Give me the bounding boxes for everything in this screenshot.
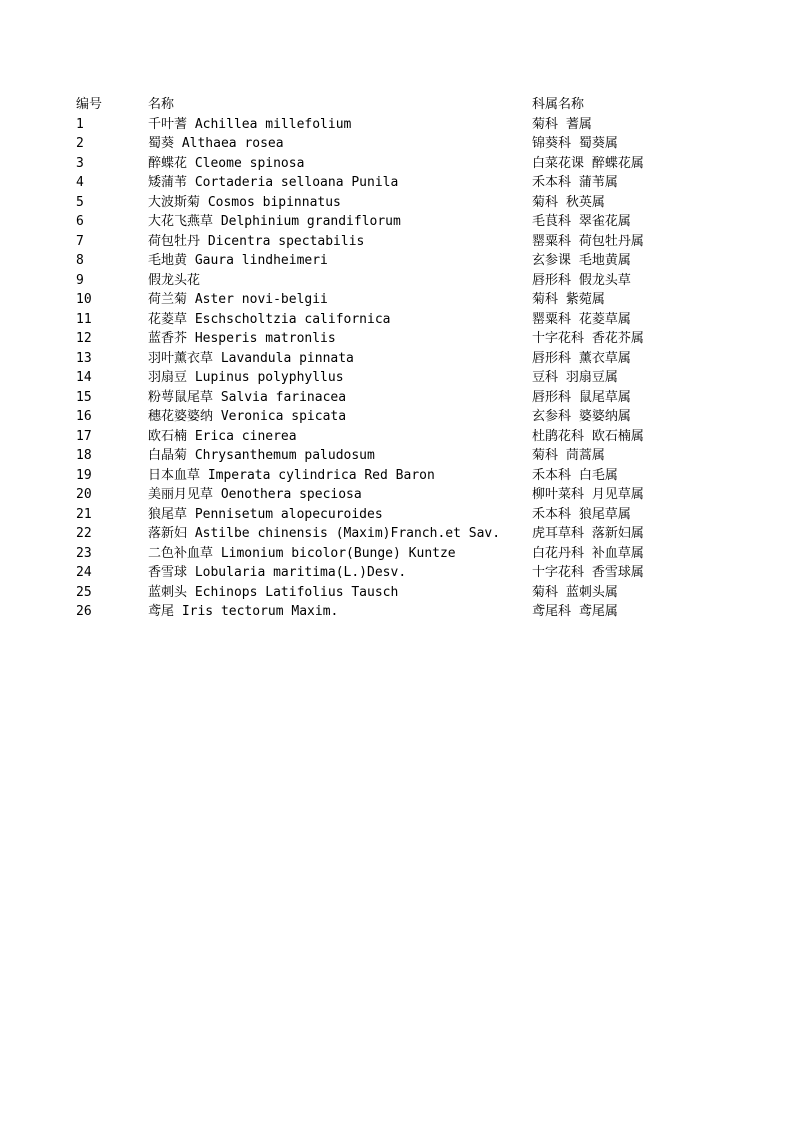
plant-name: 醉蝶花 Cleome spinosa bbox=[148, 155, 305, 171]
table-row bbox=[76, 388, 716, 408]
plant-name: 蜀葵 Althaea rosea bbox=[148, 136, 284, 151]
plant-name: 花菱草 Eschscholtzia californica bbox=[148, 311, 391, 327]
plant-name: 粉萼鼠尾草 Salvia farinacea bbox=[148, 389, 347, 405]
plant-name: 假龙头花 bbox=[148, 272, 201, 288]
table-row bbox=[76, 505, 716, 525]
table-row bbox=[76, 193, 716, 213]
plant-name: 大花飞燕草 Delphinium grandiflorum bbox=[148, 214, 401, 229]
row-number: 16 bbox=[76, 409, 92, 424]
row-number: 11 bbox=[76, 311, 92, 327]
plant-name: 千叶蓍 Achillea millefolium bbox=[148, 116, 352, 132]
plant-family: 禾本科 狼尾草属 bbox=[532, 506, 631, 522]
table-row bbox=[76, 310, 716, 330]
plant-family: 菊科 紫菀属 bbox=[532, 292, 605, 307]
table-row bbox=[76, 427, 716, 447]
plant-family: 十字花科 香雪球属 bbox=[532, 565, 644, 580]
plant-family: 罂粟科 荷包牡丹属 bbox=[532, 233, 644, 249]
table-row bbox=[76, 583, 716, 603]
row-number: 9 bbox=[76, 272, 84, 288]
plant-name: 蓝刺头 Echinops Latifolius Tausch bbox=[148, 584, 399, 600]
column-header-number: 编号 bbox=[76, 97, 103, 112]
plant-family: 唇形科 假龙头草 bbox=[532, 272, 631, 288]
plant-family: 罂粟科 花菱草属 bbox=[532, 311, 631, 327]
row-number: 17 bbox=[76, 428, 92, 444]
row-number: 6 bbox=[76, 214, 84, 229]
table-row bbox=[76, 563, 716, 583]
plant-name: 鸢尾 Iris tectorum Maxim. bbox=[148, 604, 339, 619]
table-row bbox=[76, 407, 716, 427]
plant-table bbox=[76, 95, 716, 622]
row-number: 25 bbox=[76, 584, 92, 600]
plant-name: 二色补血草 Limonium bicolor(Bunge) Kuntze bbox=[148, 545, 456, 561]
row-number: 18 bbox=[76, 448, 92, 463]
row-number: 26 bbox=[76, 604, 92, 619]
plant-family: 白花丹科 补血草属 bbox=[532, 545, 644, 561]
plant-family: 玄参课 毛地黄属 bbox=[532, 253, 631, 268]
plant-family: 杜鹃花科 欧石楠属 bbox=[532, 428, 644, 444]
row-number: 7 bbox=[76, 233, 84, 249]
plant-name: 穗花婆婆纳 Veronica spicata bbox=[148, 409, 347, 424]
row-number: 24 bbox=[76, 565, 92, 580]
row-number: 10 bbox=[76, 292, 92, 307]
plant-family: 菊科 秋英属 bbox=[532, 194, 605, 210]
table-row bbox=[76, 115, 716, 135]
plant-family: 唇形科 薰衣草属 bbox=[532, 350, 631, 366]
table-row bbox=[76, 466, 716, 486]
plant-name: 白晶菊 Chrysanthemum paludosum bbox=[148, 448, 375, 463]
table-row bbox=[76, 524, 716, 544]
table-row bbox=[76, 271, 716, 291]
row-number: 1 bbox=[76, 116, 84, 132]
table-row bbox=[76, 446, 716, 466]
row-number: 22 bbox=[76, 526, 92, 541]
plant-name: 荷包牡丹 Dicentra spectabilis bbox=[148, 233, 365, 249]
plant-family: 白菜花课 醉蝶花属 bbox=[532, 155, 644, 171]
row-number: 5 bbox=[76, 194, 84, 210]
plant-family: 玄参科 婆婆纳属 bbox=[532, 409, 631, 424]
row-number: 23 bbox=[76, 545, 92, 561]
table-body bbox=[76, 115, 716, 622]
plant-family: 豆科 羽扇豆属 bbox=[532, 370, 618, 385]
plant-family: 锦葵科 蜀葵属 bbox=[532, 136, 618, 151]
row-number: 4 bbox=[76, 175, 84, 190]
table-header-row bbox=[76, 95, 716, 115]
column-header-family: 科属名称 bbox=[532, 97, 585, 112]
table-row bbox=[76, 368, 716, 388]
table-row bbox=[76, 134, 716, 154]
plant-name: 美丽月见草 Oenothera speciosa bbox=[148, 487, 362, 502]
plant-name: 毛地黄 Gaura lindheimeri bbox=[148, 253, 328, 268]
plant-name: 矮蒲苇 Cortaderia selloana Punila bbox=[148, 175, 399, 190]
plant-family: 禾本科 白毛属 bbox=[532, 467, 618, 483]
table-row bbox=[76, 290, 716, 310]
table-row bbox=[76, 154, 716, 174]
column-header-name: 名称 bbox=[148, 97, 175, 112]
table-row bbox=[76, 349, 716, 369]
row-number: 19 bbox=[76, 467, 92, 483]
plant-name: 大波斯菊 Cosmos bipinnatus bbox=[148, 194, 341, 210]
row-number: 12 bbox=[76, 331, 92, 346]
plant-name: 日本血草 Imperata cylindrica Red Baron bbox=[148, 467, 435, 483]
plant-name: 欧石楠 Erica cinerea bbox=[148, 428, 297, 444]
row-number: 13 bbox=[76, 350, 92, 366]
plant-family: 菊科 蓝刺头属 bbox=[532, 584, 618, 600]
row-number: 8 bbox=[76, 253, 84, 268]
plant-name: 荷兰菊 Aster novi-belgii bbox=[148, 292, 328, 307]
table-row bbox=[76, 329, 716, 349]
plant-family: 禾本科 蒲苇属 bbox=[532, 175, 618, 190]
plant-name: 香雪球 Lobularia maritima(L.)Desv. bbox=[148, 565, 407, 580]
row-number: 3 bbox=[76, 155, 84, 171]
plant-family: 菊科 蓍属 bbox=[532, 116, 592, 132]
table-row bbox=[76, 232, 716, 252]
row-number: 20 bbox=[76, 487, 92, 502]
plant-name: 羽扇豆 Lupinus polyphyllus bbox=[148, 370, 344, 385]
table-row bbox=[76, 602, 716, 622]
row-number: 15 bbox=[76, 389, 92, 405]
table-row bbox=[76, 212, 716, 232]
plant-family: 十字花科 香花芥属 bbox=[532, 331, 644, 346]
table-row bbox=[76, 544, 716, 564]
plant-family: 鸢尾科 鸢尾属 bbox=[532, 604, 618, 619]
table-row bbox=[76, 173, 716, 193]
plant-family: 毛茛科 翠雀花属 bbox=[532, 214, 631, 229]
row-number: 14 bbox=[76, 370, 92, 385]
row-number: 2 bbox=[76, 136, 84, 151]
table-row bbox=[76, 485, 716, 505]
plant-name: 狼尾草 Pennisetum alopecuroides bbox=[148, 506, 383, 522]
row-number: 21 bbox=[76, 506, 92, 522]
plant-family: 虎耳草科 落新妇属 bbox=[532, 526, 644, 541]
plant-family: 柳叶菜科 月见草属 bbox=[532, 487, 644, 502]
table-row bbox=[76, 251, 716, 271]
plant-family: 菊科 茼蒿属 bbox=[532, 448, 605, 463]
plant-family: 唇形科 鼠尾草属 bbox=[532, 389, 631, 405]
plant-name: 羽叶薰衣草 Lavandula pinnata bbox=[148, 350, 354, 366]
plant-name: 落新妇 Astilbe chinensis (Maxim)Franch.et Sav. bbox=[148, 526, 501, 541]
plant-name: 蓝香芥 Hesperis matronlis bbox=[148, 331, 336, 346]
